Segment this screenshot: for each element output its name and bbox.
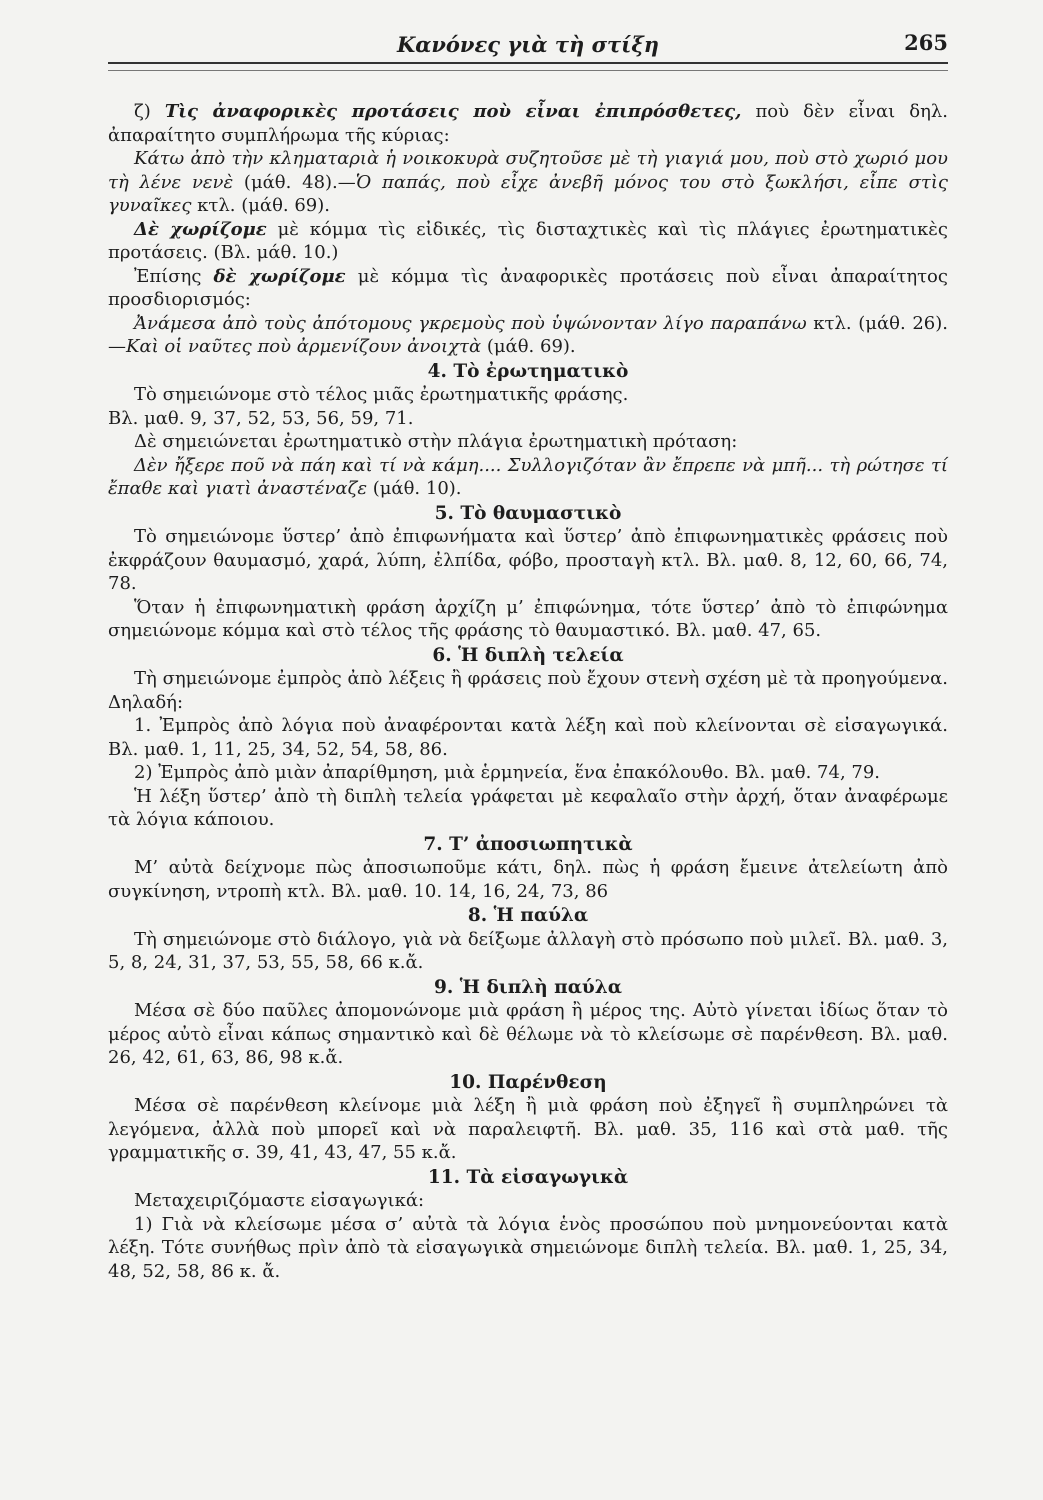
example-text: Ἀνάμεσα ἀπὸ τοὺς ἀπότομους γκρεμοὺς ποὺ ὑψώνονταν λίγο παραπάνω: [134, 312, 807, 334]
paragraph: Ὅταν ἡ ἐπιφωνηματικὴ φράση ἀρχίζη μ’ ἐπιφώνημα, τότε ὕστερ’ ἀπὸ τὸ ἐπιφώνημα σημειώνομε κόμμα καὶ στὸ τέλος τῆς φράσης τὸ θαυμαστικό. Βλ. μαθ. 47, 65.: [108, 596, 948, 641]
section-heading: 4. Τὸ ἐρωτηματικὸ: [427, 360, 629, 382]
example-ref: (μάθ. 69).: [481, 336, 576, 357]
section-heading: 8. Ἡ παύλα: [467, 905, 589, 926]
emphasis: δὲ χωρίζομε: [213, 265, 346, 287]
section-heading: 5. Τὸ θαυμαστικὸ: [434, 502, 622, 524]
example-ref: (μάθ. 48).—: [233, 171, 356, 193]
paragraph: 1. Ἐμπρὸς ἀπὸ λόγια ποὺ ἀναφέρονται κατὰ λέξη καὶ ποὺ κλείνονται σὲ εἰσαγωγικά. Βλ. μαθ. 1, 11, 25, 34, 52, 54, 58, 86.: [108, 715, 948, 760]
paragraph: 2) Ἐμπρὸς ἀπὸ μιὰν ἀπαρίθμηση, μιὰ ἑρμηνεία, ἕνα ἐπακόλουθο. Βλ. μαθ. 74, 79.: [134, 762, 881, 783]
example-text: Ὁ παπάς, ποὺ εἶχε ἀνεβῆ μόνος του στὸ ξωκλήσι, εἶπε στὶς γυναῖκες: [108, 171, 948, 216]
paragraph: Μ’ αὐτὰ δείχνομε πὼς ἀποσιωποῦμε κάτι, δηλ. πὼς ἡ φράση ἔμεινε ἀτελείωτη ἀπὸ συγκίνηση, ντροπὴ κτλ. Βλ. μαθ. 10. 14, 16, 24, 73, 86: [108, 857, 948, 902]
example-paragraph: [108, 312, 948, 359]
example-text: Κάτω ἀπὸ τὴν κληματαριὰ ἡ νοικοκυρὰ συζητοῦσε μὲ τὴ γιαγιά μου, ποὺ στὸ χωριό μου τὴ λένε νενὲ: [108, 148, 948, 193]
example-paragraph: [108, 147, 948, 218]
section-heading: 10. Παρένθεση: [449, 1071, 607, 1093]
example-ref: κτλ. (μάθ. 69).: [191, 195, 330, 216]
example-text: Δὲν ἤξερε ποῦ νὰ πάη καὶ τί νὰ κάμη.... Συλλογιζόταν ἂν ἔπρεπε νὰ μπῆ... τὴ ρώτησε τί ἔπαθε καὶ γιατὶ ἀναστέναζε: [108, 454, 948, 499]
paragraph: Μέσα σὲ δύο παῦλες ἀπομονώνομε μιὰ φράση ἢ μέρος της. Αὐτὸ γίνεται ἰδίως ὅταν τὸ μέρος αὐτὸ εἶναι κάπως σημαντικὸ καὶ δὲ θέλωμε νὰ τὸ κλείσωμε σὲ παρένθεση. Βλ. μαθ. 26, 42, 61, 63, 86, 98 κ.ἄ.: [108, 1000, 948, 1068]
section-heading: 11. Τὰ εἰσαγωγικὰ: [427, 1166, 629, 1188]
section-heading: 6. Ἡ διπλὴ τελεία: [432, 644, 624, 666]
paragraph-text: Ἐπίσης: [134, 265, 214, 287]
item-label: ζ): [134, 101, 165, 122]
paragraph: Δὲ σημειώνεται ἐρωτηματικὸ στὴν πλάγια ἐρωτηματικὴ πρόταση:: [134, 431, 738, 452]
example-ref: (μάθ. 10).: [366, 478, 462, 499]
paragraph: Μεταχειριζόμαστε εἰσαγωγικά:: [134, 1190, 425, 1211]
example-ref: κτλ. (μάθ. 26).—: [108, 312, 948, 357]
example-paragraph: [108, 454, 948, 501]
paragraph-z: [108, 100, 948, 147]
example-text: Καὶ οἱ ναῦτες ποὺ ἀρμενίζουν ἀνοιχτὰ: [126, 336, 482, 357]
paragraph: Βλ. μαθ. 9, 37, 52, 53, 56, 59, 71.: [108, 407, 414, 429]
running-header: [108, 30, 948, 64]
emphasis: Δὲ χωρίζομε: [134, 218, 267, 240]
running-title: Κανόνες γιὰ τὴ στίξη: [396, 32, 660, 57]
paragraph-text: ποὺ δὲν εἶναι δηλ. ἀπαραίτητο συμπλήρωμα τῆς κύριας:: [108, 101, 949, 146]
paragraph: Τὸ σημειώνομε ὕστερ’ ἀπὸ ἐπιφωνήματα καὶ ὕστερ’ ἀπὸ ἐπιφωνηματικὲς φράσεις ποὺ ἐκφράζουν θαυμασμό, χαρά, λύπη, ἐλπίδα, φόβο, προσταγὴ κτλ. Βλ. μαθ. 8, 12, 60, 66, 74, 78.: [108, 526, 948, 594]
header-rule: [108, 62, 948, 71]
section-heading: 7. Τ’ ἀποσιωπητικὰ: [423, 833, 633, 855]
page-number: 265: [904, 30, 948, 55]
rule-paragraph: [108, 265, 948, 312]
paragraph: Ἡ λέξη ὕστερ’ ἀπὸ τὴ διπλὴ τελεία γράφεται μὲ κεφαλαῖο στὴν ἀρχή, ὅταν ἀναφέρωμε τὰ λόγια κάποιου.: [108, 785, 948, 830]
section-heading: 9. Ἡ διπλὴ παύλα: [434, 976, 622, 998]
paragraph-text: μὲ κόμμα τὶς εἰδικές, τὶς δισταχτικὲς καὶ τὶς πλάγιες ἐρωτηματικὲς προτάσεις. (Βλ. μάθ. 10.): [108, 218, 948, 263]
paragraph: Τὸ σημειώνομε στὸ τέλος μιᾶς ἐρωτηματικῆς φράσης.: [134, 384, 629, 405]
paragraph: Τὴ σημειώνομε ἐμπρὸς ἀπὸ λέξεις ἢ φράσεις ποὺ ἔχουν στενὴ σχέση μὲ τὰ προηγούμενα. Δηλαδή:: [108, 668, 948, 713]
paragraph: 1) Γιὰ νὰ κλείσωμε μέσα σ’ αὐτὰ τὰ λόγια ἑνὸς προσώπου ποὺ μνημονεύονται κατὰ λέξη. Τότε συνήθως πρὶν ἀπὸ τὰ εἰσαγωγικὰ σημειώνομε διπλὴ τελεία. Βλ. μαθ. 1, 25, 34, 48, 52, 58, 86 κ. ἄ.: [108, 1213, 948, 1282]
emphasis: Τὶς ἀναφορικὲς προτάσεις ποὺ εἶναι ἐπιπρόσθετες,: [164, 101, 742, 122]
rule-paragraph: [108, 218, 948, 265]
paragraph-text: μὲ κόμμα τὶς ἀναφορικὲς προτάσεις ποὺ εἶναι ἀπαραίτητος προσδιορισμός:: [108, 265, 948, 310]
page-body: [108, 100, 948, 1283]
paragraph: Μέσα σὲ παρένθεση κλείνομε μιὰ λέξη ἢ μιὰ φράση ποὺ ἐξηγεῖ ἢ συμπληρώνει τὰ λεγόμενα, ἀλλὰ ποὺ μπορεῖ καὶ νὰ παραλειφτῆ. Βλ. μαθ. 35, 116 καὶ στὰ μαθ. τῆς γραμματικῆς σ. 39, 41, 43, 47, 55 κ.ἄ.: [108, 1095, 948, 1163]
paragraph: Τὴ σημειώνομε στὸ διάλογο, γιὰ νὰ δείξωμε ἀλλαγὴ στὸ πρόσωπο ποὺ μιλεῖ. Βλ. μαθ. 3, 5, 8, 24, 31, 37, 53, 55, 58, 66 κ.ἄ.: [108, 928, 948, 973]
